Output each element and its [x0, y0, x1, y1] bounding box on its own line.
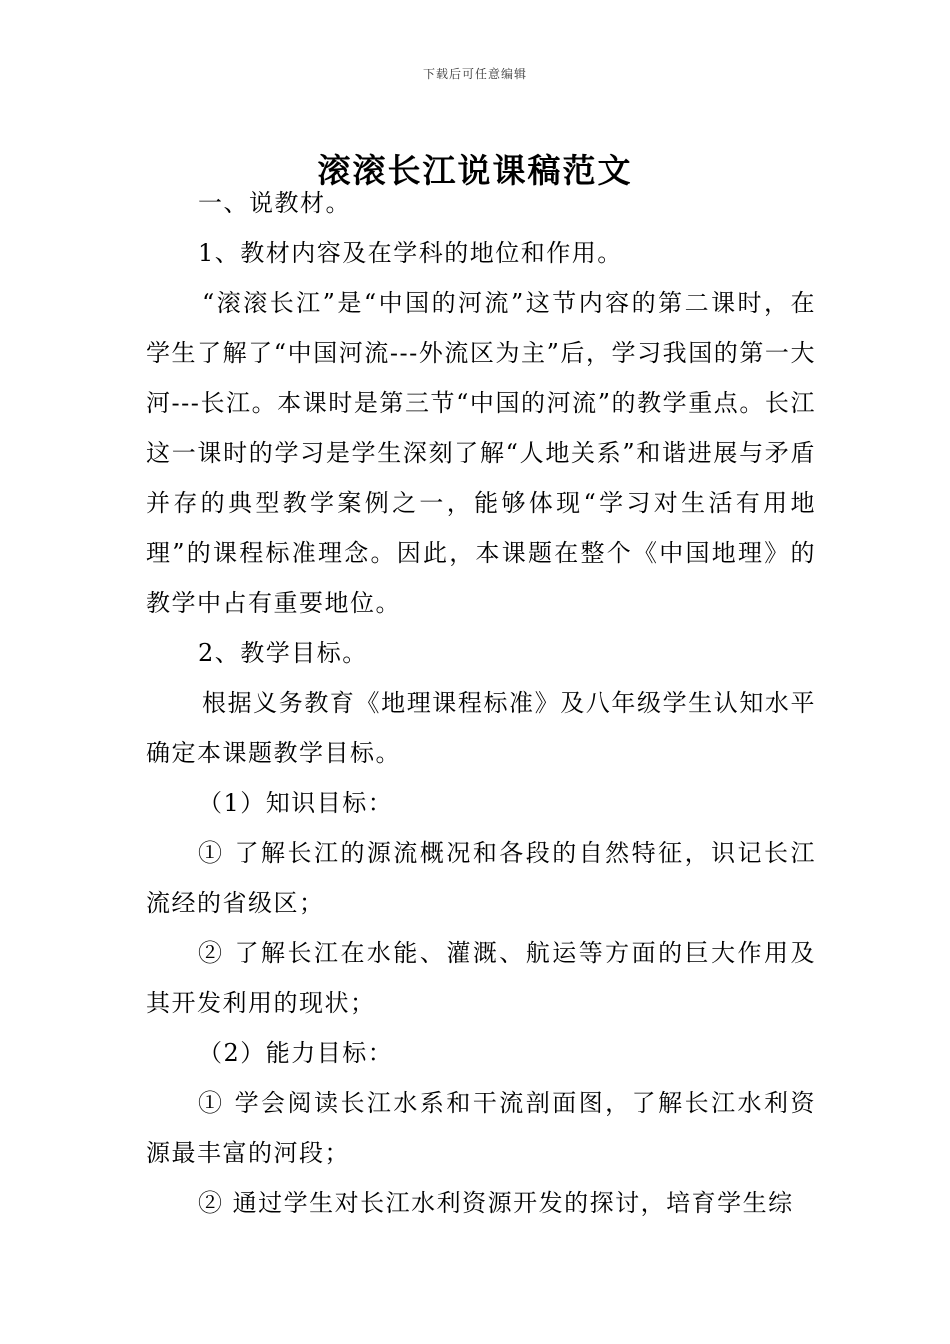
subheading-knowledge-goals: （1）知识目标： — [198, 789, 394, 817]
list-item-ability-1: ① 学会阅读长江水系和干流剖面图，了解长江水利资源最丰富的河段； — [146, 1089, 816, 1167]
paragraph-goals-basis: 根据义务教育《地理课程标准》及八年级学生认知水平确定本课题教学目标。 — [146, 689, 816, 767]
subheading-ability-goals: （2）能力目标： — [198, 1039, 394, 1067]
subheading-content-role: 1、教材内容及在学科的地位和作用。 — [198, 239, 623, 267]
document-body — [146, 178, 816, 1228]
list-item-ability-2: ② 通过学生对长江水利资源开发的探讨，培育学生综 — [198, 1189, 794, 1217]
list-item-knowledge-2: ② 了解长江在水能、灌溉、航运等方面的巨大作用及其开发利用的现状； — [146, 939, 816, 1017]
document-title: 滚滚长江说课稿范文 — [317, 151, 633, 191]
download-note: 下载后可任意编辑 — [422, 67, 527, 81]
list-item-knowledge-1: ① 了解长江的源流概况和各段的自然特征，识记长江流经的省级区； — [146, 839, 816, 917]
section-heading-textbook: 一、说教材。 — [198, 189, 351, 217]
paragraph-course-context: “滚滚长江”是“中国的河流”这节内容的第二课时，在学生了解了“中国河流---外流区为主”后，学习我国的第一大河---长江。本课时是第三节“中国的河流”的教学重点。长江这一课时的学习是学生深刻了解“人地关系”和谐进展与矛盾并存的典型教学案例之一，能够体现“学习对生活有用地理”的课程标准理念。因此，本课题在整个《中国地理》的教学中占有重要地位。 — [146, 289, 816, 617]
subheading-teaching-goals: 2、教学目标。 — [198, 639, 368, 667]
